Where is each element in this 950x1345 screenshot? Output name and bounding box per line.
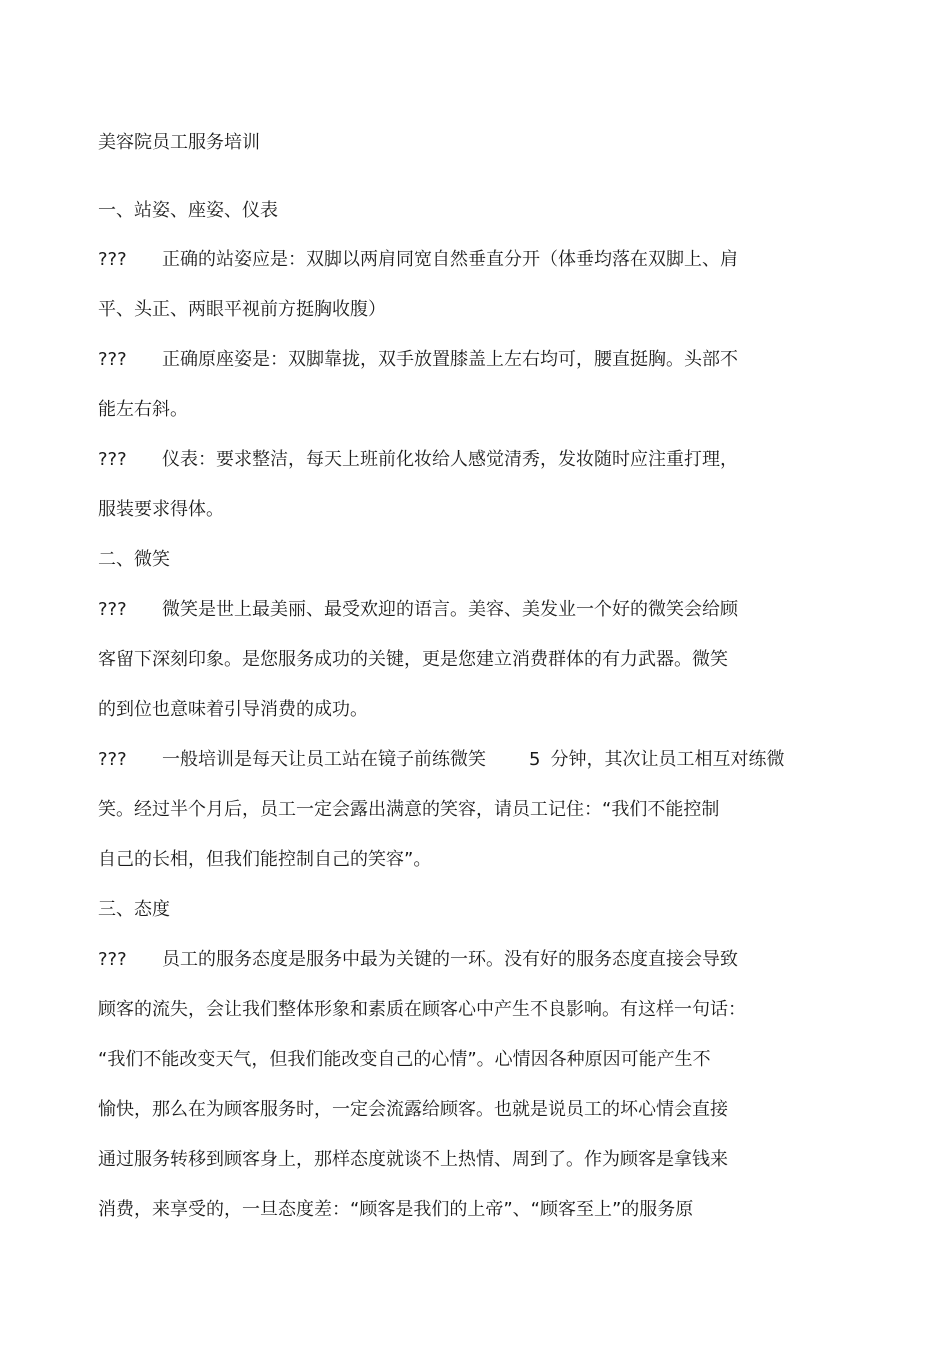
bullet-marker: ??? (98, 349, 127, 370)
section-heading: 一、站姿、座姿、仪表 (98, 200, 278, 221)
paragraph-text: 的到位也意味着引导消费的成功。 (98, 699, 368, 720)
bullet-marker: ??? (98, 599, 127, 620)
paragraph-line (98, 448, 738, 472)
bullet-marker: ??? (98, 749, 127, 770)
paragraph-line (98, 948, 738, 972)
paragraph-text: 消费，来享受的，一旦态度差：“顾客是我们的上帝”、“顾客至上”的服务原 (98, 1199, 694, 1220)
paragraph-line (98, 248, 738, 272)
paragraph-text: 仪表：要求整洁，每天上班前化妆给人感觉清秀，发妆随时应注重打理， (162, 449, 738, 470)
paragraph-text: 正确的站姿应是：双脚以两肩同宽自然垂直分开（体垂均落在双脚上、肩 (162, 249, 738, 270)
paragraph-text: 笑。经过半个月后，员工一定会露出满意的笑容，请员工记住：“我们不能控制 (98, 799, 720, 820)
paragraph-text: 能左右斜。 (98, 399, 188, 420)
bullet-marker: ??? (98, 249, 127, 270)
bullet-marker: ??? (98, 449, 127, 470)
bullet-marker: ??? (98, 949, 127, 970)
paragraph-text: 顾客的流失，会让我们整体形象和素质在顾客心中产生不良影响。有这样一句话： (98, 999, 746, 1020)
paragraph-text: 自己的长相，但我们能控制自己的笑容”。 (98, 849, 432, 870)
paragraph-text: 客留下深刻印象。是您服务成功的关键，更是您建立消费群体的有力武器。微笑 (98, 649, 728, 670)
paragraph-line (98, 598, 738, 622)
paragraph-text: 微笑是世上最美丽、最受欢迎的语言。美容、美发业一个好的微笑会给顾 (162, 599, 738, 620)
paragraph-text: 愉快，那么在为顾客服务时，一定会流露给顾客。也就是说员工的坏心情会直接 (98, 1099, 728, 1120)
paragraph-text: 员工的服务态度是服务中最为关键的一环。没有好的服务态度直接会导致 (162, 949, 738, 970)
paragraph-line (98, 348, 738, 372)
paragraph-text: 服装要求得体。 (98, 499, 224, 520)
document-title: 美容院员工服务培训 (98, 132, 260, 153)
section-heading: 三、态度 (98, 899, 170, 920)
paragraph-text: 平、头正、两眼平视前方挺胸收腹） (98, 299, 386, 320)
section-heading: 二、微笑 (98, 549, 170, 570)
paragraph-text: 正确原座姿是：双脚靠拢，双手放置膝盖上左右均可，腰直挺胸。头部不 (162, 349, 738, 370)
number-text: 5 (529, 749, 541, 770)
paragraph-text: 分钟，其次让员工相互对练微 (550, 749, 785, 770)
paragraph-line (98, 748, 784, 772)
paragraph-text: “我们不能改变天气，但我们能改变自己的心情”。心情因各种原因可能产生不 (98, 1049, 711, 1070)
paragraph-text: 一般培训是每天让员工站在镜子前练微笑 (162, 749, 486, 770)
paragraph-text: 通过服务转移到顾客身上，那样态度就谈不上热情、周到了。作为顾客是拿钱来 (98, 1149, 728, 1170)
